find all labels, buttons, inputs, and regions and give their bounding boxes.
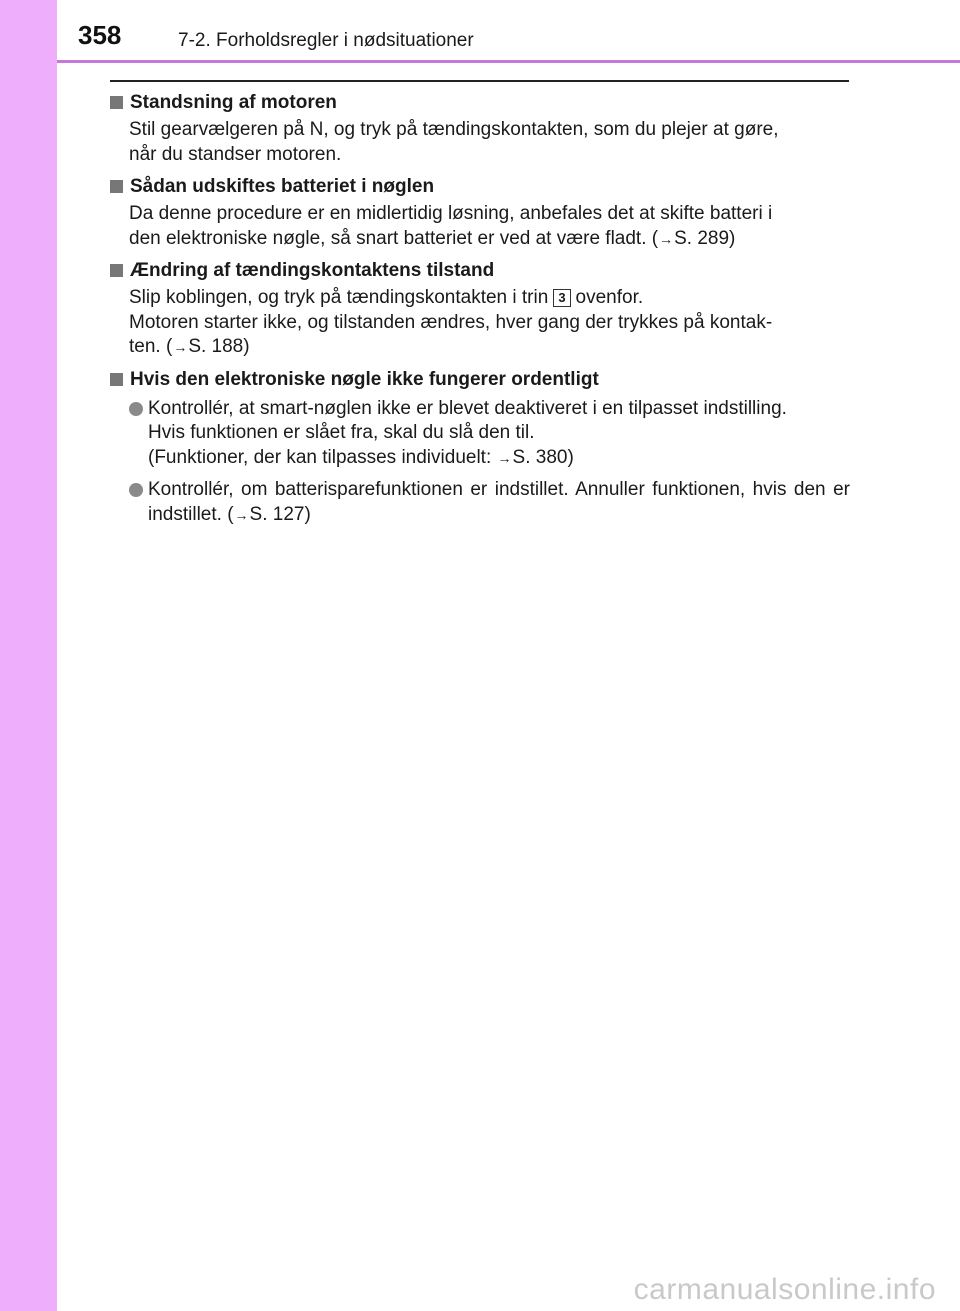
list-item: Kontrollér, om batterisparefunktionen er indstillet. Annuller funktionen, hvis den er indstillet. (→S. 127): [129, 478, 850, 527]
section-heading: Sådan udskiftes batteriet i nøglen: [110, 174, 850, 200]
arrow-right-icon: →: [173, 339, 188, 355]
circle-bullet-icon: [129, 402, 143, 416]
section-body: Da denne procedure er en midlertidig løsning, anbefales det at skifte batteri i den elektroniske nøgle, så snart batteriet er ved at være fladt. (→S. 289): [129, 203, 773, 249]
arrow-right-icon: →: [497, 449, 512, 466]
square-bullet-icon: [110, 180, 123, 193]
list-item: Kontrollér, at smart-nøglen ikke er blevet deaktiveret i en tilpasset indstilling. Hvis funktionen er slået fra, skal du slå den til. (Funktioner, der kan tilpasses individuelt: →S. 380): [129, 397, 850, 471]
content-rule: [110, 80, 849, 82]
header-divider: [57, 60, 960, 63]
section-heading: Standsning af motoren: [110, 90, 850, 116]
page-number: 358: [78, 20, 122, 50]
section-batteri: [110, 174, 850, 251]
content: [110, 90, 850, 535]
section-body: Slip koblingen, og tryk på tændingskontakten i trin 3 ovenfor. Motoren starter ikke, og tilstanden ændres, hver gang der trykkes på kontak- ten. (→S. 188): [129, 287, 773, 357]
side-band: [0, 0, 57, 1311]
square-bullet-icon: [110, 264, 123, 277]
arrow-right-icon: →: [659, 230, 674, 247]
page-reference-link[interactable]: S. 289): [674, 227, 736, 249]
page-reference-link[interactable]: S. 188): [188, 336, 250, 357]
step-number-box: 3: [553, 289, 570, 307]
page-reference-link[interactable]: S. 127): [249, 503, 311, 525]
section-body: Stil gearvælgeren på N, og tryk på tændingskontakten, som du plejer at gøre, når du standser motoren.: [129, 119, 779, 165]
arrow-right-icon: →: [234, 506, 249, 523]
square-bullet-icon: [110, 96, 123, 109]
square-bullet-icon: [110, 373, 123, 386]
section-noegle: [110, 367, 850, 528]
watermark: carmanualsonline.info: [633, 1273, 936, 1306]
section-standsning: [110, 90, 850, 167]
section-heading: Ændring af tændingskontaktens tilstand: [110, 258, 850, 284]
circle-bullet-icon: [129, 483, 143, 497]
section-tilstand: [110, 258, 850, 360]
page-reference-link[interactable]: S. 380): [512, 446, 574, 468]
section-title: 7-2. Forholdsregler i nødsituationer: [178, 30, 474, 51]
section-heading: Hvis den elektroniske nøgle ikke fungerer ordentligt: [110, 367, 850, 393]
